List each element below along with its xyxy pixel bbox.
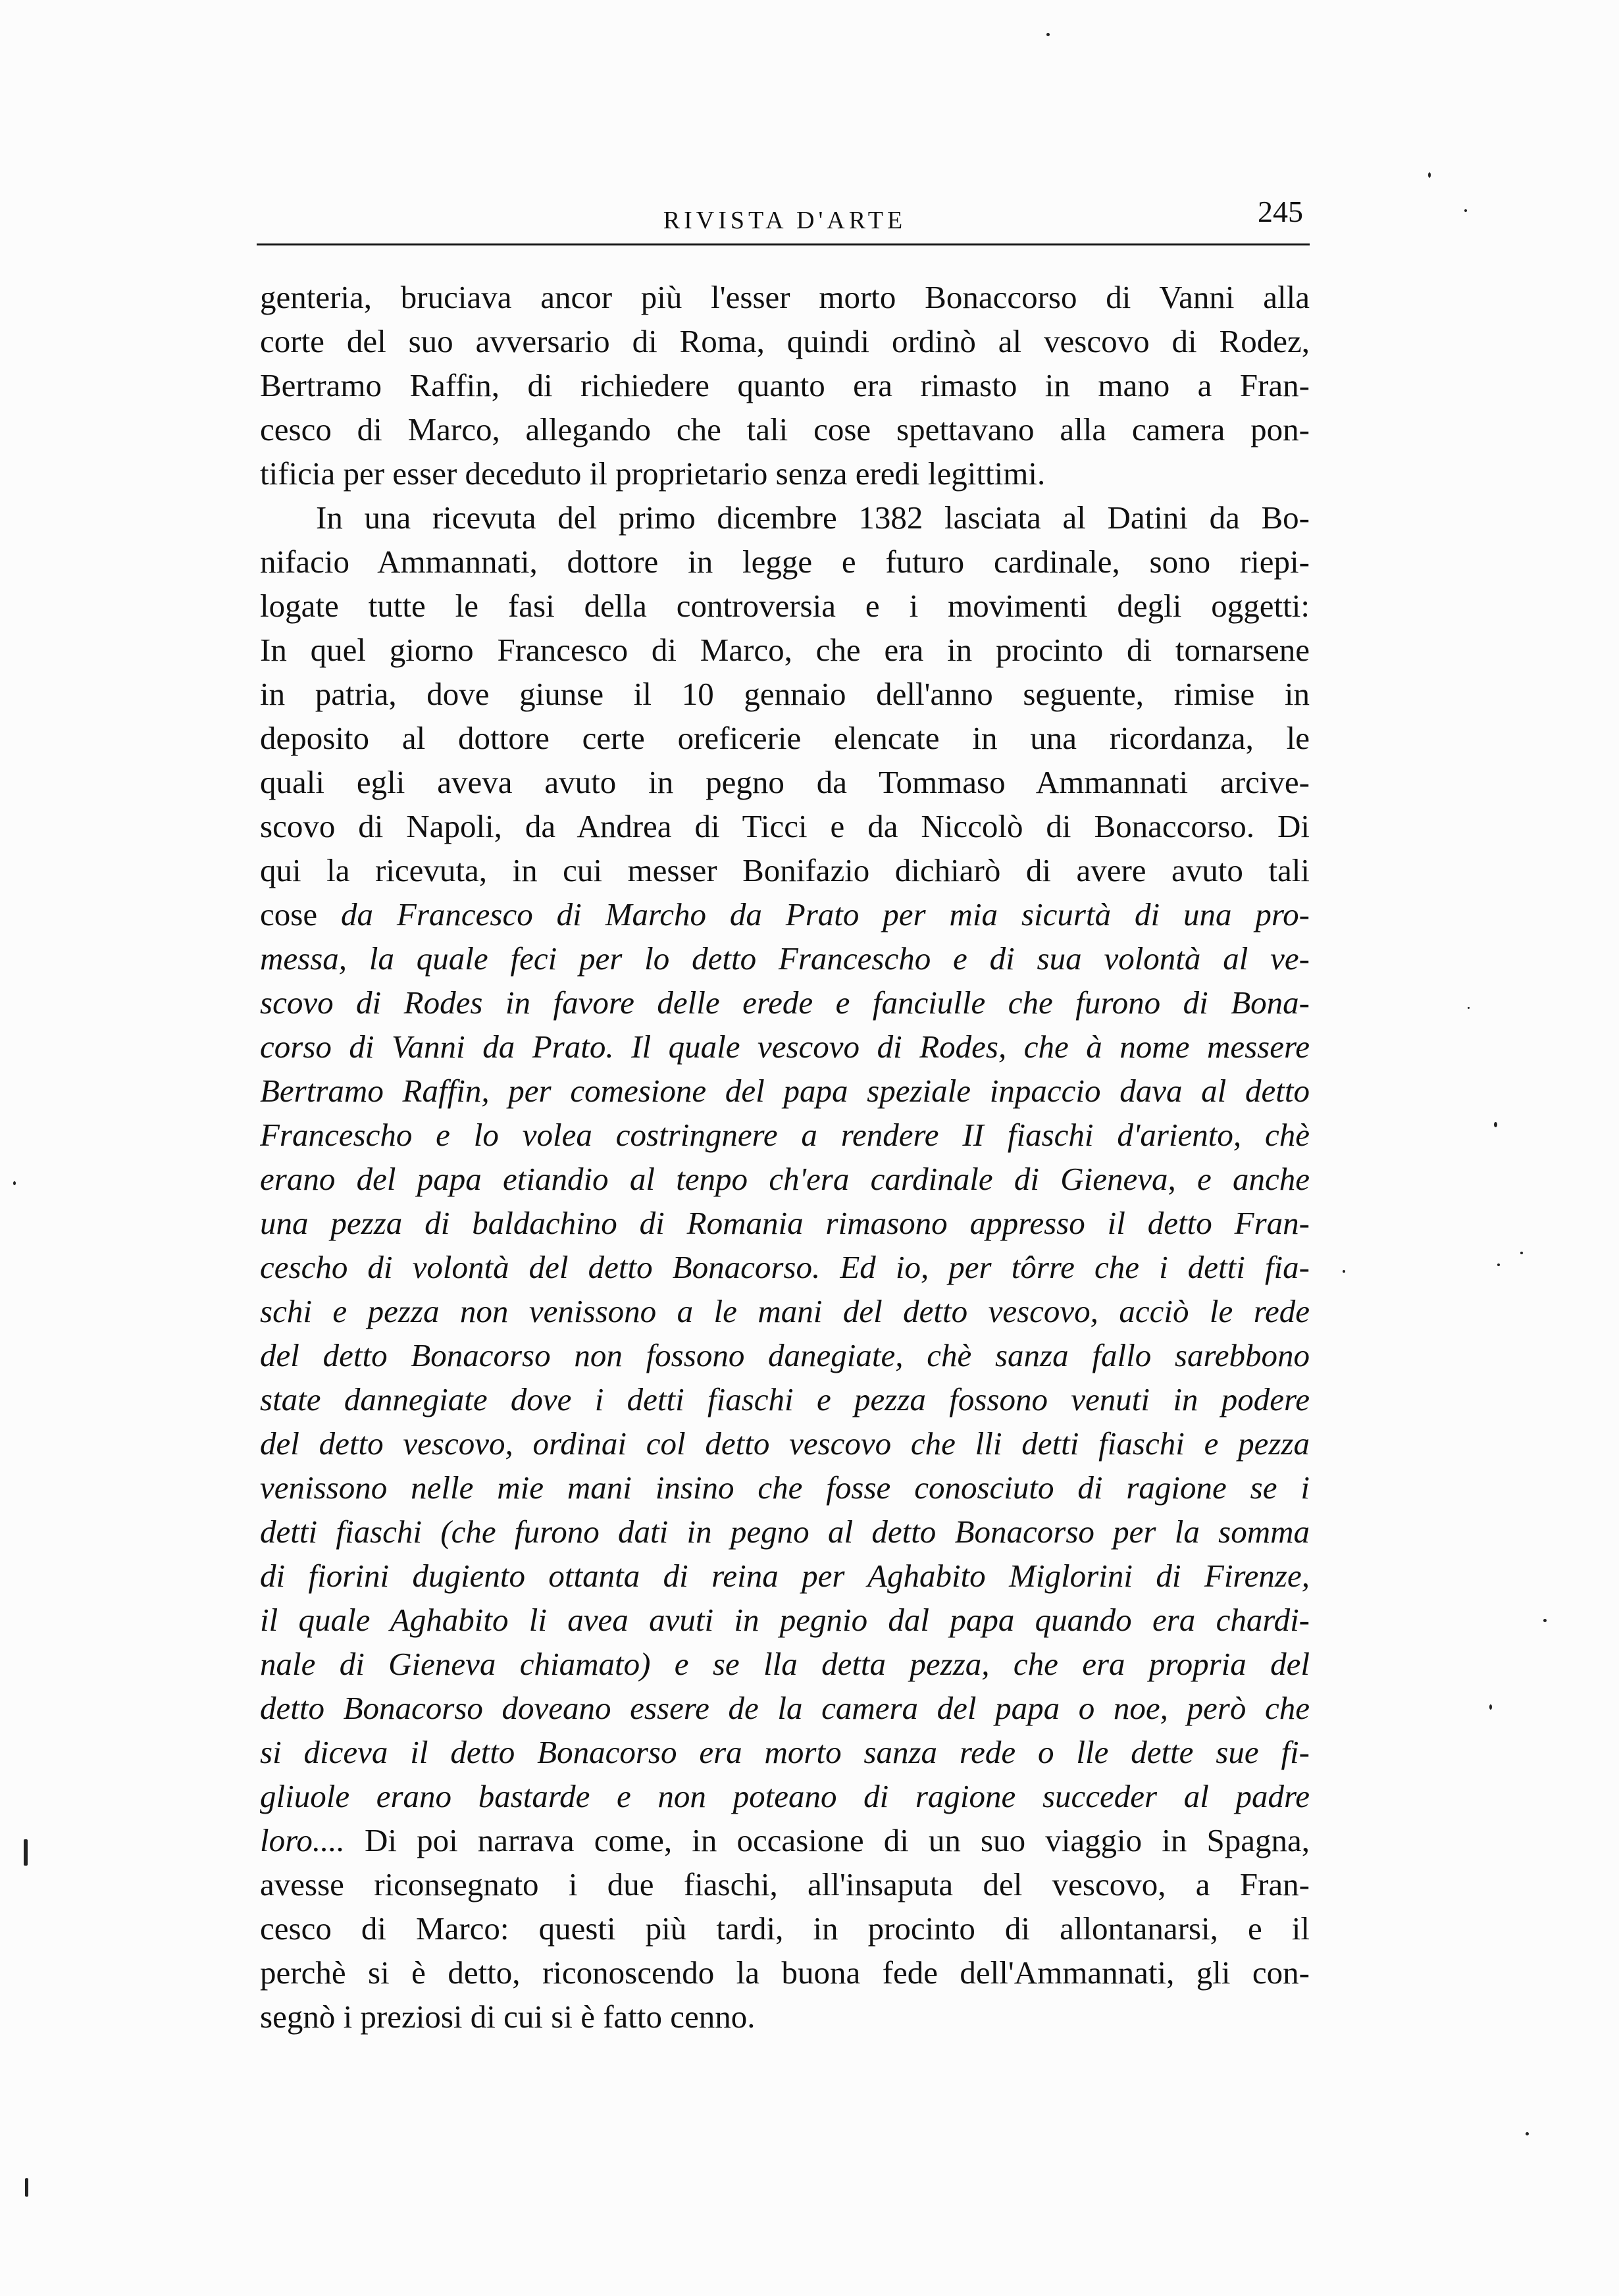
- text-line: [260, 1245, 1310, 1289]
- text-roman: In quel giorno Francesco di Marco, che era in procinto di tornarsene: [260, 632, 1310, 668]
- text-italic: di fiorini dugiento ottanta di reina per Aghabito Miglorini di Firenze,: [260, 1558, 1310, 1594]
- scan-speck: [13, 1181, 16, 1185]
- text-roman: scovo di Napoli, da Andrea di Ticci e da Niccolò di Bonaccorso. Di: [260, 808, 1310, 844]
- text-roman: In una ricevuta del primo dicembre 1382 lasciata al Datini da Bo-: [316, 499, 1310, 536]
- text-italic: erano del papa etiandio al tenpo ch'era cardinale di Gieneva, e anche: [260, 1161, 1310, 1197]
- text-line: [260, 760, 1310, 804]
- text-line: [260, 1554, 1310, 1598]
- text-roman: genteria, bruciava ancor più l'esser morto Bonaccorso di Vanni alla: [260, 279, 1310, 315]
- text-roman: corte del suo avversario di Roma, quindi ordinò al vescovo di Rodez,: [260, 323, 1310, 359]
- header-rule: [257, 243, 1310, 245]
- scan-speck: [1489, 1704, 1492, 1710]
- text-line: [260, 1377, 1310, 1421]
- text-line: [260, 275, 1310, 319]
- text-line: [260, 892, 1310, 936]
- scan-speck: [1046, 33, 1050, 36]
- text-italic: da Francesco di Marcho da Prato per mia sicurtà di una pro-: [340, 896, 1310, 932]
- text-line: [260, 1774, 1310, 1818]
- text-italic: corso di Vanni da Prato. Il quale vescovo di Rodes, che à nome messere: [260, 1029, 1310, 1065]
- text-italic: scovo di Rodes in favore delle erede e fanciulle che furono di Bona-: [260, 984, 1310, 1021]
- text-line: [260, 1201, 1310, 1245]
- text-line: [260, 496, 1310, 540]
- text-italic: nale di Gieneva chiamato) e se lla detta pezza, che era propria del: [260, 1646, 1310, 1682]
- text-line: [260, 1995, 1310, 2039]
- text-line: [260, 1818, 1310, 1862]
- text-roman: quali egli aveva avuto in pegno da Tommaso Ammannati arcive-: [260, 764, 1310, 800]
- text-italic: il quale Aghabito li avea avuti in pegnio dal papa quando era chardi-: [260, 1602, 1310, 1638]
- text-italic: Bertramo Raffin, per comesione del papa speziale inpaccio dava al detto: [260, 1073, 1310, 1109]
- text-line: [260, 407, 1310, 451]
- text-roman: cesco di Marco, allegando che tali cose spettavano alla camera pon-: [260, 411, 1310, 447]
- text-line: [260, 1466, 1310, 1510]
- text-italic: detti fiaschi (che furono dati in pegno al detto Bonacorso per la somma: [260, 1514, 1310, 1550]
- text-line: [260, 1069, 1310, 1113]
- text-roman: cose: [260, 896, 341, 932]
- text-line: [260, 1906, 1310, 1951]
- text-line: [260, 1333, 1310, 1377]
- text-italic: Francescho e lo volea costringnere a rendere II fiaschi d'ariento, chè: [260, 1117, 1310, 1153]
- text-line: [260, 936, 1310, 981]
- scan-speck: [1526, 2132, 1529, 2135]
- text-roman: Di poi narrava come, in occasione di un suo viaggio in Spagna,: [364, 1822, 1310, 1858]
- text-italic: schi e pezza non venissono a le mani del detto vescovo, acciò le rede: [260, 1293, 1310, 1329]
- text-line: [260, 1730, 1310, 1774]
- text-line: [260, 1421, 1310, 1466]
- running-head: RIVISTA D'ARTE: [663, 207, 907, 234]
- text-italic: si diceva il detto Bonacorso era morto sanza rede o lle dette sue fi-: [260, 1734, 1310, 1770]
- text-line: [260, 584, 1310, 628]
- body-text: [260, 275, 1310, 2039]
- text-italic: del detto vescovo, ordinai col detto vescovo che lli detti fiaschi e pezza: [260, 1425, 1310, 1462]
- text-line: [260, 1951, 1310, 1995]
- text-line: [260, 1025, 1310, 1069]
- scan-speck: [1428, 172, 1431, 178]
- scan-speck: [24, 1839, 28, 1866]
- scan-speck: [1494, 1122, 1497, 1127]
- text-roman: segnò i preziosi di cui si è fatto cenno.: [260, 1999, 756, 2035]
- text-roman: qui la ricevuta, in cui messer Bonifazio dichiarò di avere avuto tali: [260, 852, 1310, 888]
- text-roman: tificia per esser deceduto il proprietario senza eredi legittimi.: [260, 455, 1046, 492]
- text-line: [260, 716, 1310, 760]
- text-roman: perchè si è detto, riconoscendo la buona fede dell'Ammannati, gli con-: [260, 1954, 1310, 1991]
- page-header: [260, 194, 1310, 247]
- scan-speck: [25, 2178, 28, 2197]
- text-italic: gliuole erano bastarde e non poteano di ragione succeder al padre: [260, 1778, 1310, 1814]
- text-line: [260, 1289, 1310, 1333]
- text-italic: del detto Bonacorso non fossono danegiate, chè sanza fallo sarebbono: [260, 1337, 1310, 1373]
- text-line: [260, 1510, 1310, 1554]
- text-italic: venissono nelle mie mani insino che fosse conosciuto di ragione se i: [260, 1469, 1310, 1506]
- text-roman: cesco di Marco: questi più tardi, in procinto di allontanarsi, e il: [260, 1910, 1310, 1947]
- text-roman: Bertramo Raffin, di richiedere quanto era rimasto in mano a Fran-: [260, 367, 1310, 403]
- text-line: [260, 1862, 1310, 1906]
- text-roman: deposito al dottore certe oreficerie elencate in una ricordanza, le: [260, 720, 1310, 756]
- text-roman: logate tutte le fasi della controversia e i movimenti degli oggetti:: [260, 588, 1310, 624]
- scan-speck: [1520, 1252, 1523, 1254]
- text-italic: messa, la quale feci per lo detto Franceschо e di sua volontà al ve-: [260, 940, 1310, 977]
- text-roman: avesse riconsegnato i due fiaschi, all'insaputa del vescovo, a Fran-: [260, 1866, 1310, 1902]
- scan-speck: [1543, 1619, 1547, 1622]
- text-roman: in patria, dove giunse il 10 gennaio dell'anno seguente, rimise in: [260, 676, 1310, 712]
- text-line: [260, 451, 1310, 496]
- text-italic: loro....: [260, 1822, 365, 1858]
- text-line: [260, 1157, 1310, 1201]
- text-italic: cescho di volontà del detto Bonacorso. Ed io, per tôrre che i detti fia-: [260, 1249, 1310, 1285]
- scan-speck: [1468, 1007, 1470, 1009]
- text-italic: una pezza di baldachino di Romania rimasono appresso il detto Fran-: [260, 1205, 1310, 1241]
- text-line: [260, 363, 1310, 407]
- scan-speck: [1497, 1263, 1500, 1266]
- text-line: [260, 540, 1310, 584]
- text-line: [260, 1642, 1310, 1686]
- text-italic: state dannegiate dove i detti fiaschi e pezza fossono venuti in podere: [260, 1381, 1310, 1417]
- text-line: [260, 1686, 1310, 1730]
- text-line: [260, 628, 1310, 672]
- text-line: [260, 319, 1310, 363]
- text-line: [260, 981, 1310, 1025]
- text-line: [260, 1113, 1310, 1157]
- text-line: [260, 672, 1310, 716]
- scan-speck: [1343, 1270, 1345, 1273]
- text-italic: detto Bonacorso doveano essere de la camera del papa o noe, però che: [260, 1690, 1310, 1726]
- scan-speck: [1464, 209, 1467, 212]
- text-roman: nifacio Ammannati, dottore in legge e futuro cardinale, sono riepi-: [260, 544, 1310, 580]
- page-number: 245: [1258, 195, 1303, 228]
- text-line: [260, 848, 1310, 892]
- text-line: [260, 1598, 1310, 1642]
- text-line: [260, 804, 1310, 848]
